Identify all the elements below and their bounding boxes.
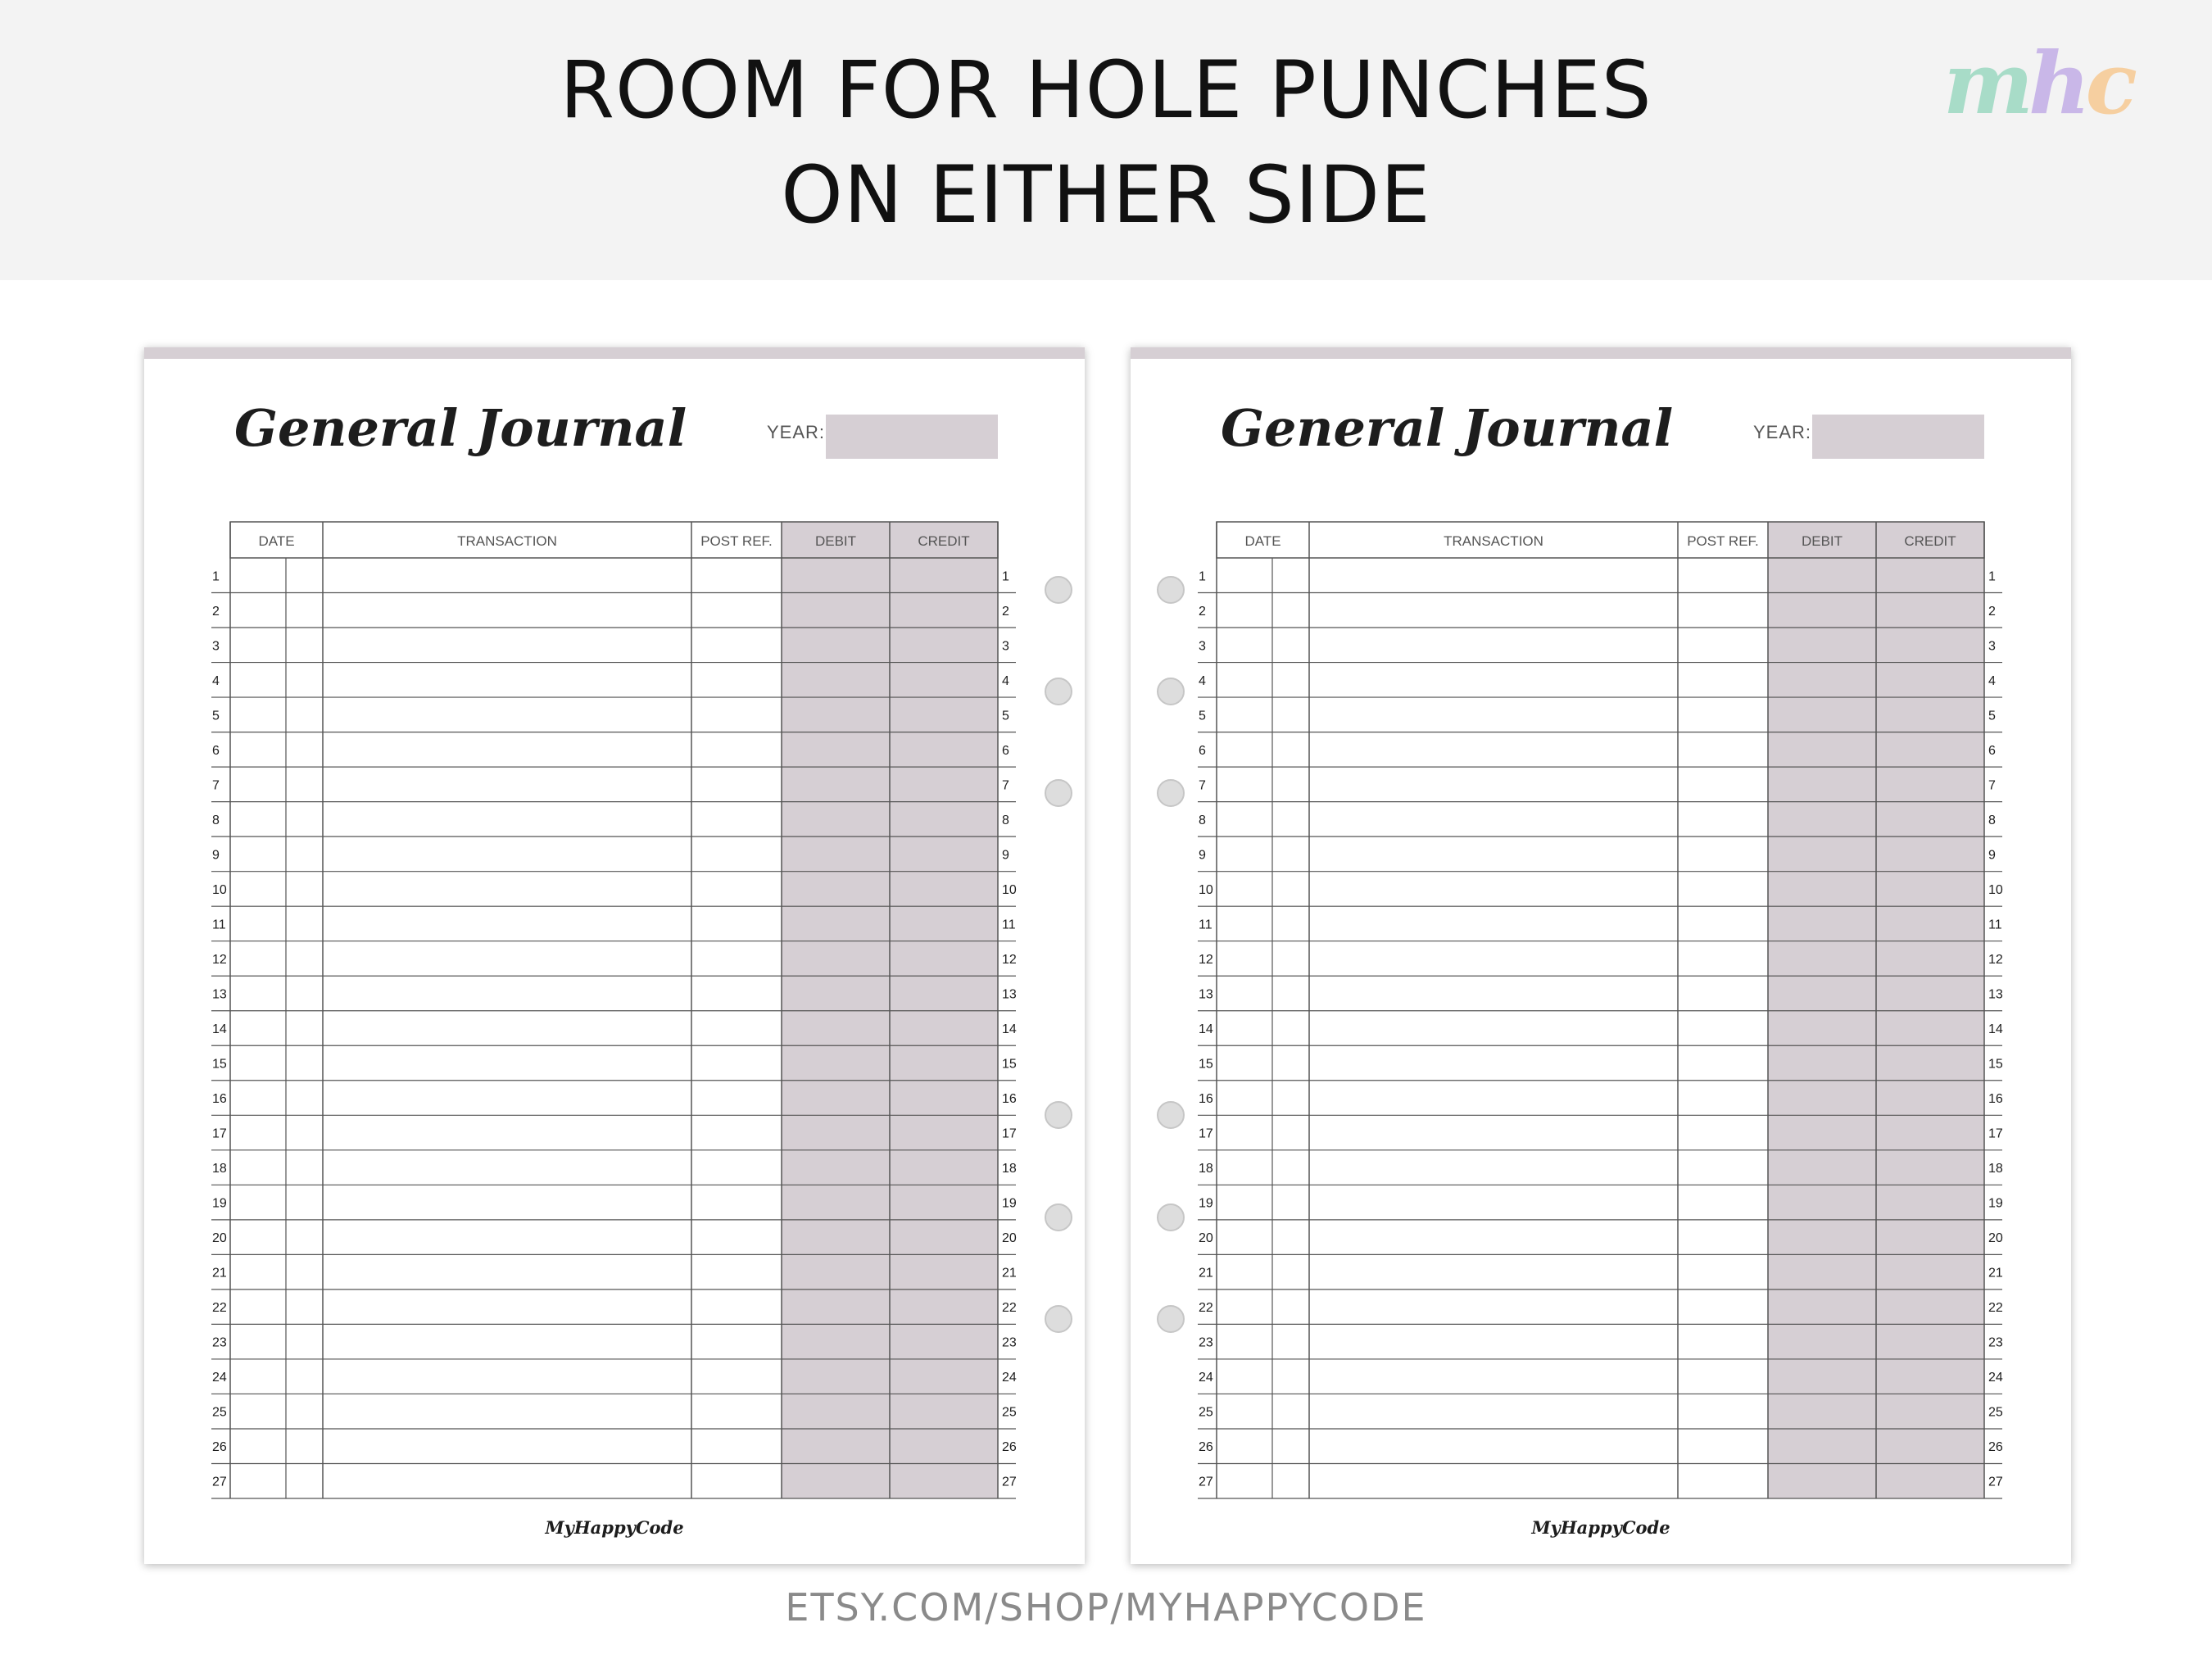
headline-line-2: ON EITHER SIDE: [781, 149, 1431, 241]
row-number-left: 6: [1199, 743, 1206, 758]
row-number-left: 27: [1199, 1475, 1213, 1489]
row-number-left: 7: [212, 778, 220, 793]
hole-punch: [1157, 1101, 1185, 1129]
row-number-right: 17: [1988, 1126, 2003, 1141]
row-number-left: 23: [212, 1335, 227, 1350]
row-number-left: 12: [1199, 952, 1213, 967]
hole-punch: [1045, 1203, 1072, 1231]
row-number-left: 26: [1199, 1440, 1213, 1455]
row-number-right: 1: [1002, 569, 1009, 584]
row-number-left: 20: [1199, 1231, 1213, 1246]
row-number-left: 22: [212, 1301, 227, 1316]
row-number-right: 4: [1002, 673, 1009, 688]
row-number-right: 14: [1988, 1022, 2003, 1036]
row-number-left: 27: [212, 1475, 227, 1489]
row-number-right: 18: [1988, 1162, 2003, 1176]
row-number-left: 26: [212, 1440, 227, 1455]
header-banner: [0, 0, 2212, 280]
row-number-left: 8: [1199, 813, 1206, 827]
row-number-left: 15: [212, 1057, 227, 1072]
row-number-right: 8: [1002, 813, 1009, 827]
row-number-left: 21: [212, 1266, 227, 1281]
row-number-right: 18: [1002, 1162, 1017, 1176]
row-number-left: 9: [212, 848, 220, 863]
column-header: POST REF.: [700, 533, 773, 549]
row-number-right: 8: [1988, 813, 1996, 827]
row-number-left: 23: [1199, 1335, 1213, 1350]
row-number-left: 2: [212, 604, 220, 619]
row-number-right: 16: [1988, 1092, 2003, 1107]
hole-punch: [1157, 678, 1185, 705]
row-number-left: 10: [1199, 882, 1213, 897]
hole-punch: [1045, 779, 1072, 807]
row-number-right: 15: [1002, 1057, 1017, 1072]
row-number-right: 6: [1988, 743, 1996, 758]
row-number-right: 27: [1002, 1475, 1017, 1489]
row-number-left: 3: [212, 639, 220, 654]
hole-punch: [1157, 779, 1185, 807]
row-number-right: 3: [1002, 639, 1009, 654]
column-header: DATE: [258, 533, 295, 549]
row-number-left: 4: [1199, 673, 1206, 688]
row-number-left: 5: [1199, 709, 1206, 723]
hole-punch: [1157, 1305, 1185, 1333]
row-number-right: 19: [1988, 1196, 2003, 1211]
headline-line-1: ROOM FOR HOLE PUNCHES: [560, 44, 1652, 136]
row-number-right: 3: [1988, 639, 1996, 654]
page-footer-brand: MyHappyCode: [545, 1517, 684, 1538]
shop-url: ETSY.COM/SHOP/MYHAPPYCODE: [785, 1585, 1427, 1630]
row-number-right: 9: [1002, 848, 1009, 863]
row-number-left: 22: [1199, 1301, 1213, 1316]
hole-punch: [1045, 1101, 1072, 1129]
row-number-left: 2: [1199, 604, 1206, 619]
row-number-right: 25: [1988, 1405, 2003, 1420]
hole-punch: [1045, 678, 1072, 705]
row-number-right: 21: [1002, 1266, 1017, 1281]
row-number-left: 21: [1199, 1266, 1213, 1281]
row-number-right: 16: [1002, 1092, 1017, 1107]
row-number-left: 1: [1199, 569, 1206, 584]
row-number-right: 26: [1002, 1440, 1017, 1455]
row-number-left: 11: [1199, 918, 1213, 932]
row-number-right: 20: [1988, 1231, 2003, 1246]
row-number-left: 13: [1199, 987, 1213, 1002]
logo-letter: m: [1943, 33, 2029, 134]
row-number-left: 12: [212, 952, 227, 967]
journal-page-right: [1131, 347, 2071, 1564]
row-number-right: 19: [1002, 1196, 1017, 1211]
page-title: General Journal: [234, 398, 687, 458]
row-number-left: 25: [1199, 1405, 1213, 1420]
row-number-right: 7: [1988, 778, 1996, 793]
row-number-left: 25: [212, 1405, 227, 1420]
row-number-left: 1: [212, 569, 220, 584]
column-header: DEBIT: [814, 533, 857, 549]
row-number-left: 8: [212, 813, 220, 827]
logo-letter: c: [2085, 33, 2133, 134]
row-number-right: 13: [1988, 987, 2003, 1002]
row-number-right: 5: [1988, 709, 1996, 723]
hole-punch: [1045, 576, 1072, 604]
row-number-right: 2: [1002, 604, 1009, 619]
row-number-right: 27: [1988, 1475, 2003, 1489]
row-number-right: 21: [1988, 1266, 2003, 1281]
row-number-left: 14: [212, 1022, 227, 1036]
hole-punch: [1157, 1203, 1185, 1231]
row-number-left: 19: [212, 1196, 227, 1211]
row-number-right: 5: [1002, 709, 1009, 723]
row-number-left: 24: [212, 1371, 227, 1385]
journal-page-left: [144, 347, 1085, 1564]
row-number-right: 22: [1002, 1301, 1017, 1316]
row-number-right: 9: [1988, 848, 1996, 863]
column-header: TRANSACTION: [1444, 533, 1543, 549]
row-number-right: 10: [1002, 882, 1017, 897]
row-number-right: 10: [1988, 882, 2003, 897]
row-number-left: 19: [1199, 1196, 1213, 1211]
row-number-left: 3: [1199, 639, 1206, 654]
row-number-right: 15: [1988, 1057, 2003, 1072]
row-number-left: 9: [1199, 848, 1206, 863]
row-number-left: 15: [1199, 1057, 1213, 1072]
row-number-right: 6: [1002, 743, 1009, 758]
row-number-left: 14: [1199, 1022, 1213, 1036]
row-number-right: 11: [1988, 918, 2002, 932]
column-header: POST REF.: [1687, 533, 1759, 549]
row-number-right: 7: [1002, 778, 1009, 793]
row-number-left: 11: [212, 918, 226, 932]
row-number-right: 17: [1002, 1126, 1017, 1141]
row-number-right: 26: [1988, 1440, 2003, 1455]
year-label: YEAR:: [767, 422, 826, 442]
column-header: DEBIT: [1801, 533, 1843, 549]
row-number-right: 2: [1988, 604, 1996, 619]
row-number-right: 13: [1002, 987, 1017, 1002]
row-number-right: 14: [1002, 1022, 1017, 1036]
row-number-left: 5: [212, 709, 220, 723]
row-number-left: 18: [212, 1162, 227, 1176]
page-title: General Journal: [1221, 398, 1674, 458]
column-header: CREDIT: [918, 533, 970, 549]
hole-punch: [1045, 1305, 1072, 1333]
row-number-right: 25: [1002, 1405, 1017, 1420]
column-header: DATE: [1244, 533, 1281, 549]
row-number-right: 20: [1002, 1231, 1017, 1246]
row-number-right: 22: [1988, 1301, 2003, 1316]
row-number-right: 4: [1988, 673, 1996, 688]
hole-punch: [1157, 576, 1185, 604]
row-number-right: 11: [1002, 918, 1016, 932]
row-number-right: 23: [1002, 1335, 1017, 1350]
row-number-right: 12: [1988, 952, 2003, 967]
row-number-left: 13: [212, 987, 227, 1002]
row-number-right: 23: [1988, 1335, 2003, 1350]
logo-letter: h: [2028, 33, 2086, 134]
column-header: TRANSACTION: [457, 533, 557, 549]
row-number-right: 24: [1988, 1371, 2003, 1385]
page-footer-brand: MyHappyCode: [1531, 1517, 1670, 1538]
year-label: YEAR:: [1753, 422, 1812, 442]
row-number-left: 18: [1199, 1162, 1213, 1176]
row-number-left: 7: [1199, 778, 1206, 793]
row-number-left: 24: [1199, 1371, 1213, 1385]
brand-logo: [1943, 33, 2164, 134]
row-number-left: 6: [212, 743, 220, 758]
row-number-left: 17: [212, 1126, 227, 1141]
row-number-right: 24: [1002, 1371, 1017, 1385]
column-header: CREDIT: [1904, 533, 1956, 549]
row-number-left: 17: [1199, 1126, 1213, 1141]
row-number-right: 1: [1988, 569, 1996, 584]
row-number-left: 10: [212, 882, 227, 897]
journal-table: [1131, 347, 2071, 1564]
journal-table: [144, 347, 1085, 1564]
row-number-left: 16: [212, 1092, 227, 1107]
row-number-left: 20: [212, 1231, 227, 1246]
row-number-left: 4: [212, 673, 220, 688]
row-number-left: 16: [1199, 1092, 1213, 1107]
row-number-right: 12: [1002, 952, 1017, 967]
